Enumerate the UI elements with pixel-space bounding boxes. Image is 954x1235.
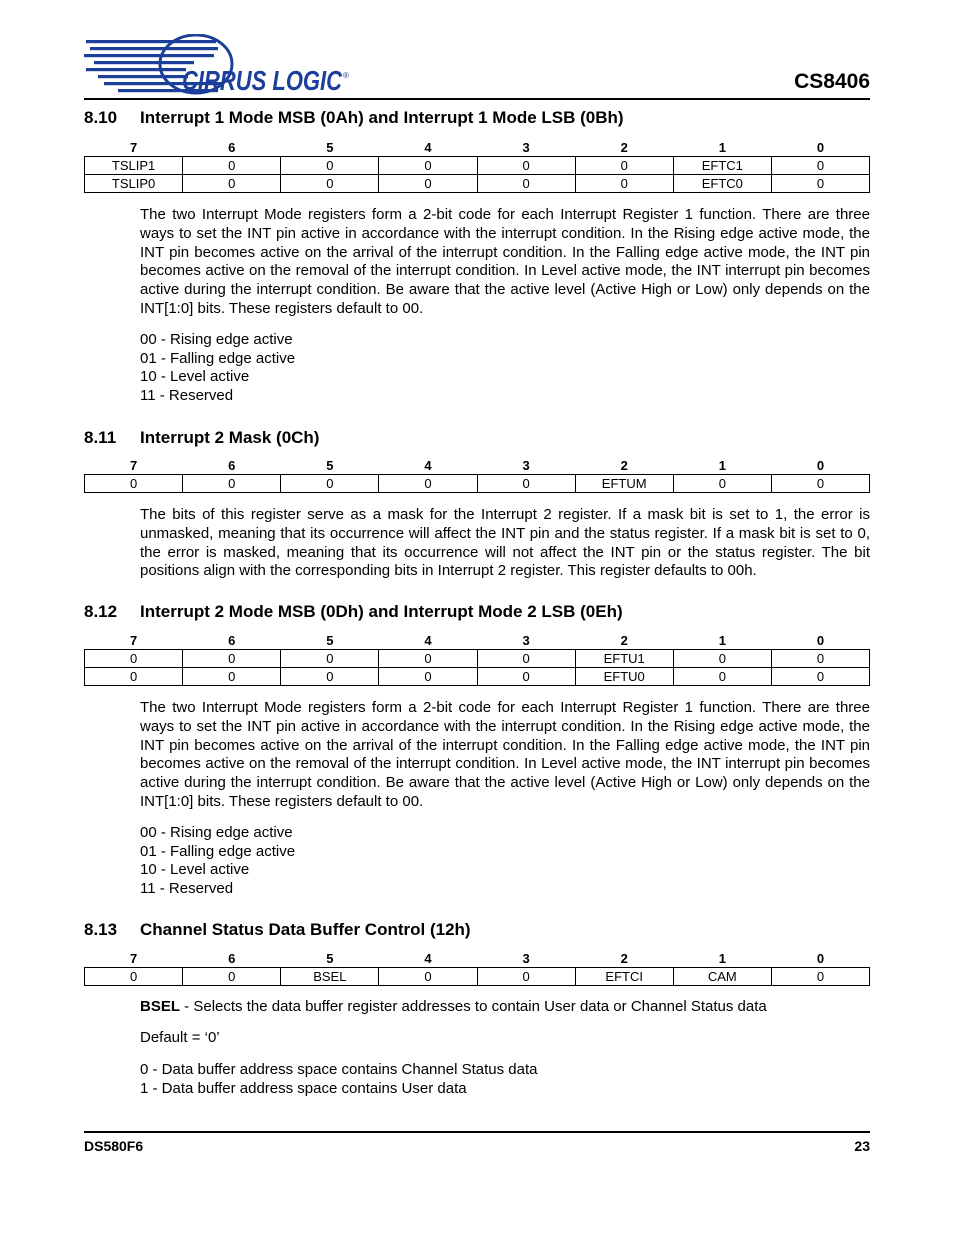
list-item: 00 - Rising edge active xyxy=(140,824,293,841)
register-row: 0 0 0 0 0 EFTUM 0 0 xyxy=(85,475,870,493)
document-id: DS580F6 xyxy=(84,1138,144,1154)
list-item: 01 - Falling edge active xyxy=(140,349,296,367)
register-table-8-10 xyxy=(84,138,870,193)
bit-header-row: 7 6 5 4 3 2 1 0 xyxy=(129,950,825,966)
bsel-options-list xyxy=(140,1061,537,1098)
bsel-description: BSEL - Selects the data buffer register addresses to contain User data or Channel Status data xyxy=(140,998,767,1015)
section-8-11-description: The bits of this register serve as a mask for the Interrupt 2 register. If a mask bit is set to 1, the error is unmasked, meaning that its occurrence will affect the INT pin and the status register. If a mask bit is set to 0, the error is masked, meaning that its occurrence will not affect the INT pin or the status register. The bit positions align with the corresponding bits in Interrupt 2 register. This register defaults to 00h. xyxy=(140,506,870,580)
bit-header-row: 7 6 5 4 3 2 1 0 xyxy=(129,632,825,648)
section-heading-8-11: 8.11 Interrupt 2 Mask (0Ch) xyxy=(84,428,320,447)
footer-rule xyxy=(84,1131,870,1133)
header-rule xyxy=(84,98,870,100)
interrupt-mode-list xyxy=(140,331,295,406)
list-item: 11 - Reserved xyxy=(140,880,234,898)
list-item: 1 - Data buffer address space contains User data xyxy=(140,1079,467,1097)
list-item: 10 - Level active xyxy=(140,861,250,879)
section-heading-8-10: 8.10 Interrupt 1 Mode MSB (0Ah) and Interrupt 1 Mode LSB (0Bh) xyxy=(84,108,624,127)
cirrus-logic-logo xyxy=(84,34,354,98)
register-row: TSLIP1 0 0 0 0 0 EFTC1 0 xyxy=(85,157,870,175)
bit-header-row: 7 6 5 4 3 2 1 0 xyxy=(129,139,825,155)
register-row: 0 0 BSEL 0 0 EFTCI CAM 0 xyxy=(85,968,870,986)
register-row: 0 0 0 0 0 EFTU0 0 0 xyxy=(85,668,870,686)
document-title: CS8406 xyxy=(794,70,870,93)
section-heading-8-12: 8.12 Interrupt 2 Mode MSB (0Dh) and Interrupt Mode 2 LSB (0Eh) xyxy=(84,602,623,621)
bit-header-row: 7 6 5 4 3 2 1 0 xyxy=(129,457,825,473)
svg-text:®: ® xyxy=(343,71,349,80)
section-8-12-description: The two Interrupt Mode registers form a 2-bit code for each Interrupt Register 1 function. There are three ways to set the INT pin active in accordance with the interrupt condition. In the Rising edge active mode, the INT pin becomes active on the arrival of the interrupt condition. In the Falling edge active mode, the INT pin becomes active on the removal of the interrupt condition. In Level active mode, the INT interrupt pin becomes active during the interrupt condition. Be aware that the active level (Active High or Low) only depends on the INT[1:0] bits. These registers default to 00. xyxy=(140,699,870,810)
page-number: 23 xyxy=(854,1138,870,1154)
register-row: TSLIP0 0 0 0 0 0 EFTC0 0 xyxy=(85,175,870,193)
register-table-8-12 xyxy=(84,631,870,686)
list-item: 0 - Data buffer address space contains Channel Status data xyxy=(140,1061,538,1078)
register-table-8-11 xyxy=(84,456,870,493)
register-table-8-13 xyxy=(84,949,870,986)
bsel-default: Default = ‘0’ xyxy=(140,1029,220,1046)
list-item: 11 - Reserved xyxy=(140,387,234,405)
section-heading-8-13: 8.13 Channel Status Data Buffer Control (12h) xyxy=(84,920,471,939)
bsel-term: BSEL xyxy=(140,998,181,1015)
list-item: 10 - Level active xyxy=(140,368,250,386)
list-item: 01 - Falling edge active xyxy=(140,842,296,860)
section-8-10-description: The two Interrupt Mode registers form a 2-bit code for each Interrupt Register 1 function. There are three ways to set the INT pin active in accordance with the interrupt condition. In the Rising edge active mode, the INT pin becomes active on the arrival of the interrupt condition. In the Falling edge active mode, the INT pin becomes active on the removal of the interrupt condition. In Level active mode, the INT interrupt pin becomes active during the interrupt condition. Be aware that the active level (Active High or Low) only depends on the INT[1:0] bits. These registers default to 00. xyxy=(140,206,870,317)
register-row: 0 0 0 0 0 EFTU1 0 0 xyxy=(85,650,870,668)
svg-text:CIRRUS LOGIC: CIRRUS LOGIC xyxy=(182,65,343,96)
list-item: 00 - Rising edge active xyxy=(140,331,293,348)
interrupt-mode-list xyxy=(140,824,295,899)
